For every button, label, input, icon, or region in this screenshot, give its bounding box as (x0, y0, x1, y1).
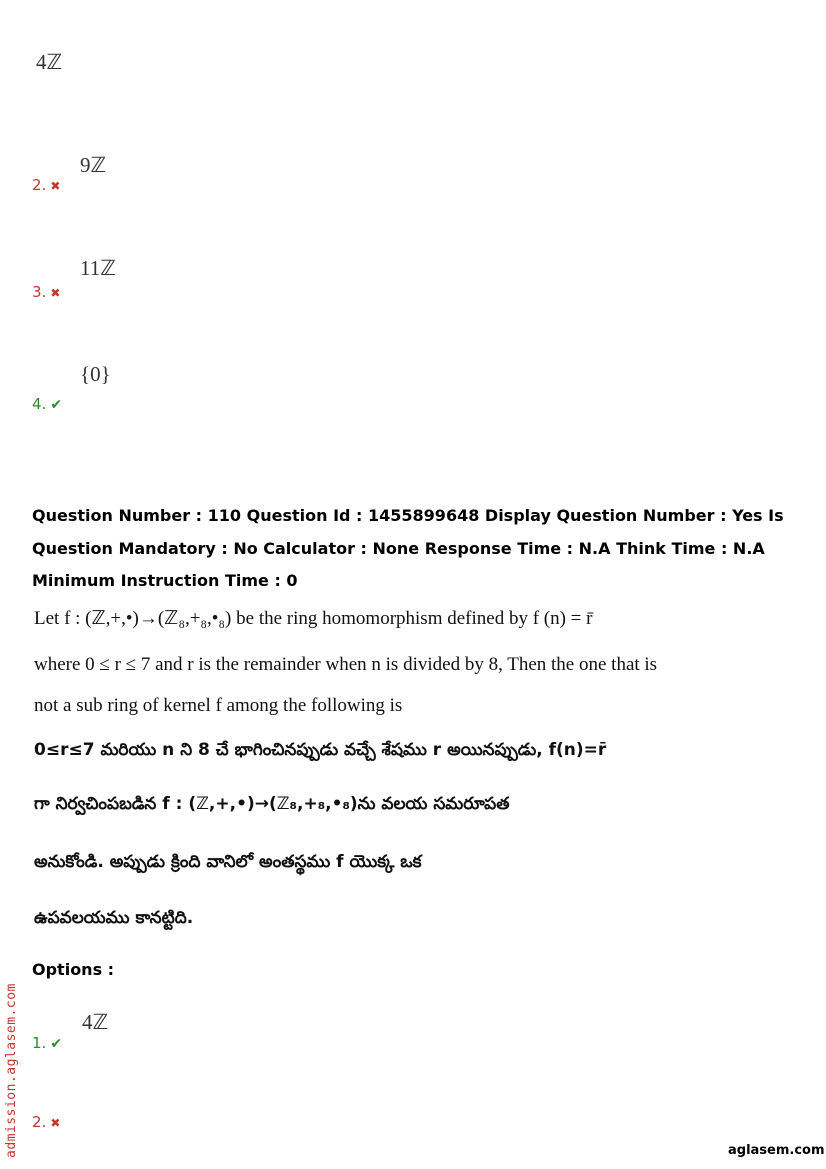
prev-option-3-value: 11ℤ (80, 256, 116, 280)
option-2-number: 2. ✖ (32, 1113, 61, 1131)
prev-option-2-value: 9ℤ (80, 153, 107, 177)
check-icon: ✔ (50, 397, 63, 413)
prev-option-4-value: {0} (80, 362, 111, 386)
prev-option-1-value: 4ℤ (36, 50, 63, 74)
cross-icon: ✖ (50, 1116, 61, 1130)
question-te-line-2: గా నిర్వచింపబడిన f : (ℤ,+,•)→(ℤ₈,+₈,•₈)ను వలయ సమరూపత (34, 794, 510, 814)
watermark: admission.aglasem.com (4, 983, 19, 1158)
question-te-line-1: 0≤r≤7 మరియు n ని 8 చే భాగించినప్పుడు వచ్చే శేషము r అయినప్పుడు, f(n)=r̄ (34, 740, 607, 760)
question-te-line-4: ఉపవలయము కానట్టిది. (34, 908, 194, 928)
footer-brand: aglasem.com (728, 1143, 825, 1158)
question-en-line-1: Let f : (ℤ,+,•)→(ℤ₈,+₈,•₈) be the ring homomorphism defined by f (n) = r̄ (34, 608, 593, 629)
cross-icon: ✖ (50, 179, 61, 193)
option-1-number: 1. ✔ (32, 1034, 63, 1052)
options-label: Options : (32, 960, 115, 979)
check-icon: ✔ (50, 1036, 63, 1052)
option-1-value: 4ℤ (82, 1010, 109, 1034)
prev-option-2-number: 2. ✖ (32, 176, 61, 194)
question-en-line-3: not a sub ring of kernel f among the following is (34, 695, 403, 716)
question-meta: Question Number : 110 Question Id : 1455899648 Display Question Number : Yes Is Question Mandatory : No Calculator : None Response Time : N.A Think Time : N.A Minimum Instruction Time : 0 (32, 506, 784, 590)
prev-option-3-number: 3. ✖ (32, 283, 61, 301)
question-te-line-3: అనుకోండి. అప్పుడు క్రింది వానిలో అంతస్థము f యొక్క ఒక (34, 852, 422, 872)
prev-option-4-number: 4. ✔ (32, 395, 63, 413)
question-en-line-2: where 0 ≤ r ≤ 7 and r is the remainder when n is divided by 8, Then the one that is (34, 654, 658, 675)
cross-icon: ✖ (50, 286, 61, 300)
